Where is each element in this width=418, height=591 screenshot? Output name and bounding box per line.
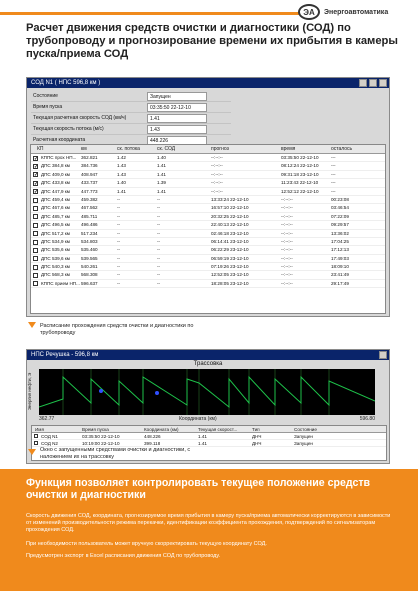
table-cell: 1.43 <box>117 163 126 169</box>
table-cell: 13:36:02 <box>331 230 349 236</box>
table-cell: --:--:-- <box>211 155 223 160</box>
table-cell: ДНЧ <box>252 434 262 439</box>
row-checkbox[interactable] <box>33 231 38 236</box>
feature-box <box>0 469 418 591</box>
table-cell: -- <box>157 280 161 286</box>
table-cell: 22:40:13 22-12-10 <box>211 222 249 228</box>
window-title: СОД N1 ( НПС 596,8 км ) <box>31 80 101 86</box>
table-row[interactable] <box>31 204 385 212</box>
table-cell: --:--:-- <box>281 213 293 219</box>
row-checkbox[interactable]: ✓ <box>34 155 39 162</box>
table-row[interactable] <box>31 162 385 170</box>
table-cell: --:--:-- <box>211 188 223 194</box>
column-header[interactable]: осталось <box>331 146 353 152</box>
table-row[interactable] <box>31 271 385 279</box>
table-cell: 1.41 <box>157 163 166 169</box>
table-row[interactable] <box>31 246 385 254</box>
table-cell: КППС прох НП... <box>41 155 77 160</box>
table-cell: --:--:-- <box>281 280 293 286</box>
table-cell: 11:23:43 22-12-10 <box>281 180 319 186</box>
table-cell: 18:09:10 <box>331 264 349 270</box>
column-header[interactable]: Время пуска <box>82 427 109 432</box>
table-cell: 447.773 <box>81 188 98 194</box>
row-checkbox[interactable] <box>33 256 38 261</box>
column-header[interactable]: Текущая скорост... <box>198 427 238 432</box>
brand-name: Энергоавтоматика <box>324 9 389 16</box>
table-cell: 13:33:24 22-12-10 <box>211 196 249 202</box>
x-axis-min: 362.77 <box>39 416 55 422</box>
table-cell: --- <box>331 171 336 177</box>
trace-svg <box>39 369 375 415</box>
table-cell: -- <box>157 196 161 202</box>
table-cell: -- <box>157 272 161 278</box>
sod-n1-marker <box>155 391 159 395</box>
feature-text-2: При необходимости пользователь может вручную скорректировать текущую координату СОД. <box>26 541 267 547</box>
table-row[interactable] <box>32 440 386 447</box>
table-cell: -- <box>117 247 121 253</box>
table-cell: ДПС 517,2 км <box>41 230 70 236</box>
info-value[interactable]: Запущен <box>147 92 207 101</box>
row-checkbox[interactable] <box>34 434 38 438</box>
table-cell: ДПС 459,4 км <box>41 196 70 202</box>
table-cell: -- <box>117 230 121 236</box>
table-cell: 362.821 <box>81 155 98 160</box>
table-cell: -- <box>117 264 121 270</box>
table-cell: ДПС 485,7 км <box>41 213 70 219</box>
table-cell: 03:35:50 22-12-10 <box>82 434 120 439</box>
table-cell: 10:19:00 22-12-10 <box>82 441 120 446</box>
feature-text-3: Предусмотрен экспорт в Excel расписания движения СОД по трубопроводу. <box>26 553 221 559</box>
info-value[interactable]: 448.226 <box>147 136 207 145</box>
table-cell: -- <box>157 205 161 211</box>
info-label: Текущая расчетная скорость СОД (км/ч) <box>33 115 127 121</box>
table-cell: 496.486 <box>81 222 98 228</box>
row-checkbox[interactable] <box>33 206 38 211</box>
table-cell: -- <box>117 222 121 228</box>
table-cell: --:--:-- <box>211 180 223 186</box>
table-cell: --:--:-- <box>281 230 293 236</box>
table-cell: ДПС 384,8 км <box>41 163 70 169</box>
info-label: Текущая скорость потока (м/с) <box>33 126 104 132</box>
window-title: НПС Речушка - 596,8 км <box>31 352 99 358</box>
table-cell: 1.40 <box>117 180 126 186</box>
table-cell: --- <box>331 180 336 186</box>
info-row <box>31 124 231 135</box>
row-checkbox[interactable] <box>33 198 38 203</box>
row-checkbox[interactable] <box>34 441 38 445</box>
table-cell: 08:12:24 22-12-10 <box>281 163 319 169</box>
table-cell: --:--:-- <box>281 205 293 211</box>
table-cell: 06:22:29 23-12-10 <box>211 247 249 253</box>
table-cell: 1.42 <box>117 155 126 160</box>
table-cell: -- <box>117 196 121 202</box>
table-cell: ДПС 447,9 км <box>41 188 70 194</box>
column-header[interactable]: Имя <box>35 427 44 432</box>
table-cell: 408.947 <box>81 171 98 177</box>
table-cell: -- <box>157 222 161 228</box>
table-cell: --:--:-- <box>281 264 293 270</box>
table-cell: 23:41:49 <box>331 272 349 278</box>
table-cell: 00:23:08 <box>331 196 349 202</box>
table-cell: ДПС 409,0 км <box>41 171 70 177</box>
caption-arrow <box>28 449 36 455</box>
table-cell: 384.736 <box>81 163 98 169</box>
info-value[interactable]: 1.43 <box>147 125 207 134</box>
table-cell: 16:57:10 22-12-10 <box>211 205 249 211</box>
row-checkbox[interactable]: ✓ <box>34 172 39 179</box>
column-header[interactable]: КП <box>37 146 44 152</box>
info-row <box>31 113 231 124</box>
table-cell: -- <box>157 238 161 244</box>
table-cell: --:--:-- <box>281 272 293 278</box>
table-cell: --:--:-- <box>211 171 223 177</box>
table-cell: 596.637 <box>81 280 98 286</box>
column-header[interactable]: Состояние <box>294 427 317 432</box>
table-cell: 535.460 <box>81 247 98 253</box>
row-checkbox[interactable] <box>33 240 38 245</box>
table-cell: 03:35:50 22-12-10 <box>281 155 319 160</box>
table-cell: 17:04:25 <box>331 238 349 244</box>
table-cell: 1.40 <box>157 155 166 160</box>
table-cell: 06:59:19 23-12-10 <box>211 255 249 261</box>
header-bar <box>0 0 418 22</box>
info-value[interactable]: 1.41 <box>147 114 207 123</box>
table-cell: 1.43 <box>117 171 126 177</box>
table-cell: --- <box>331 155 336 160</box>
table-row[interactable] <box>31 154 385 162</box>
table-row[interactable] <box>31 238 385 246</box>
table-cell: -- <box>117 238 121 244</box>
row-checkbox[interactable]: ✓ <box>34 189 39 196</box>
table-cell: ДПС 540,3 км <box>41 264 70 270</box>
table-cell: --:--:-- <box>281 255 293 261</box>
row-checkbox[interactable] <box>33 223 38 228</box>
table-row[interactable] <box>31 171 385 179</box>
table-cell: -- <box>117 205 121 211</box>
table-cell: 07:19:26 23-12-10 <box>211 264 249 270</box>
table-cell: -- <box>157 247 161 253</box>
table-row[interactable] <box>31 263 385 271</box>
close-button[interactable] <box>379 351 387 359</box>
table-cell: -- <box>157 255 161 261</box>
table-cell: 568.308 <box>81 272 98 278</box>
table-cell: 12:52:12 22-12-10 <box>281 188 319 194</box>
info-label: Расчетная координата <box>33 137 86 143</box>
table-cell: 20:32:25 22-12-10 <box>211 213 249 219</box>
table-row[interactable] <box>32 433 386 440</box>
page-title: Расчет движения средств очистки и диагностики (СОД) по трубопроводу и прогнозирование времени их прибытия в камеры пуска/приема СОД <box>26 22 398 60</box>
x-axis-label: Координата (км) <box>179 416 217 422</box>
x-axis <box>39 416 375 423</box>
column-header[interactable]: ск. потока <box>117 146 140 152</box>
table-row[interactable] <box>31 188 385 196</box>
table-header <box>32 426 386 433</box>
table-row[interactable] <box>31 221 385 229</box>
table-cell: 02:46:18 23-12-10 <box>211 230 249 236</box>
info-row <box>31 102 231 113</box>
table-cell: СОД N1 <box>41 434 58 439</box>
chart-title: Трассовка <box>193 361 223 367</box>
info-row <box>31 91 231 102</box>
table-cell: ДПС 467,6 км <box>41 205 70 211</box>
table-cell: --- <box>331 188 336 194</box>
window-titlebar[interactable] <box>27 78 389 88</box>
column-header[interactable]: ск. СОД <box>157 146 176 152</box>
table-cell: 29:17:49 <box>331 280 349 286</box>
company-logo: ЭА <box>298 4 320 20</box>
column-header[interactable]: Координата (км) <box>144 427 179 432</box>
table-cell: -- <box>117 213 121 219</box>
info-label: Время пуска <box>33 104 63 110</box>
row-checkbox[interactable] <box>33 281 38 286</box>
table-cell: 539.565 <box>81 255 98 261</box>
row-checkbox[interactable]: ✓ <box>34 180 39 187</box>
table-cell: ДПС 535,6 км <box>41 247 70 253</box>
info-label: Состояние <box>33 93 58 99</box>
table-cell: 517.234 <box>81 230 98 236</box>
sod-schedule-window <box>26 77 390 317</box>
table-cell: 1.41 <box>157 171 166 177</box>
feature-text-1: Скорость движения СОД, координата, прогнозируемое время прибытия в камеру пуска/приема автоматически корректируются в зависимости от изменений производительности режима перекачки, идентификации коэффициента прохождения, подтверждений по сигнализаторам прохождения СОД. <box>26 513 391 533</box>
table-cell: --:--:-- <box>281 222 293 228</box>
table-cell: 09:31:18 23-12-10 <box>281 171 319 177</box>
row-checkbox[interactable]: ✓ <box>34 163 39 170</box>
column-header[interactable]: время <box>281 146 296 152</box>
table-cell: ДПС 433,8 км <box>41 180 70 186</box>
table-row[interactable] <box>31 179 385 187</box>
minimize-button[interactable] <box>359 79 367 87</box>
table-cell: 1.41 <box>157 188 166 194</box>
table-cell: ДПС 496,5 км <box>41 222 70 228</box>
sod-info-panel <box>31 91 231 146</box>
table-cell: 1.39 <box>157 180 166 186</box>
column-header[interactable]: км <box>81 146 87 152</box>
caption-arrow <box>28 322 36 328</box>
table-cell: Запущен <box>294 441 313 446</box>
table-row[interactable] <box>31 255 385 263</box>
chart-ylabel: Энергия нефти, Э <box>27 372 33 411</box>
table-cell: 459.382 <box>81 196 98 202</box>
table-cell: 03:46:54 <box>331 205 349 211</box>
table-cell: 17:12:13 <box>331 247 349 253</box>
table-cell: --:--:-- <box>281 238 293 244</box>
info-value[interactable]: 03:35:50 22-12-10 <box>147 103 207 112</box>
maximize-button[interactable] <box>369 79 377 87</box>
table-cell: 1.41 <box>198 441 207 446</box>
row-checkbox[interactable] <box>33 248 38 253</box>
table-cell: --:--:-- <box>281 247 293 253</box>
table-cell: СОД N2 <box>41 441 58 446</box>
table-cell: ДПС 568,3 км <box>41 272 70 278</box>
table-cell: -- <box>117 280 121 286</box>
table-cell: 07:22:09 <box>331 213 349 219</box>
feature-headline: Функция позволяет контролировать текущее положение средств очистки и диагностики <box>26 477 371 501</box>
table-cell: ДНЧ <box>252 441 262 446</box>
row-checkbox[interactable] <box>33 265 38 270</box>
table-cell: КППС прием НП... <box>41 280 80 286</box>
table-cell: --:--:-- <box>211 163 223 169</box>
table-cell: 17:49:03 <box>331 255 349 261</box>
table-cell: 467.562 <box>81 205 98 211</box>
accent-rule <box>0 12 300 15</box>
table-cell: 485.711 <box>81 213 98 219</box>
schedule-table <box>30 144 386 314</box>
table-cell: 06:14:41 23-12-10 <box>211 238 249 244</box>
table-cell: Запущен <box>294 434 313 439</box>
table-header <box>31 145 385 154</box>
table-cell: 1.41 <box>198 434 207 439</box>
trace-line <box>39 377 375 407</box>
table-cell: 540.261 <box>81 264 98 270</box>
table-cell: 09:29:57 <box>331 222 349 228</box>
table-cell: 448.226 <box>144 434 161 439</box>
table-cell: -- <box>157 213 161 219</box>
table-cell: ДПС 534,9 км <box>41 238 70 244</box>
table-cell: --- <box>331 163 336 169</box>
table-cell: -- <box>157 230 161 236</box>
row-checkbox[interactable] <box>33 273 38 278</box>
table-cell: -- <box>117 272 121 278</box>
table-row[interactable] <box>31 280 385 288</box>
table-cell: 18:28:05 23-12-10 <box>211 280 249 286</box>
table-cell: 399.118 <box>144 441 161 446</box>
trace-chart[interactable] <box>39 369 375 415</box>
table-cell: 1.41 <box>117 188 126 194</box>
table-cell: 534.803 <box>81 238 98 244</box>
close-button[interactable] <box>379 79 387 87</box>
table-cell: ДПС 539,6 км <box>41 255 70 261</box>
column-header[interactable]: прогноз <box>211 146 229 152</box>
column-header[interactable]: Тип <box>252 427 260 432</box>
window-titlebar[interactable] <box>27 350 389 360</box>
x-axis-max: 596.80 <box>359 416 375 422</box>
table-row[interactable] <box>31 230 385 238</box>
row-checkbox[interactable] <box>33 214 38 219</box>
table-cell: -- <box>157 264 161 270</box>
table-row[interactable] <box>31 196 385 204</box>
table-cell: 433.737 <box>81 180 98 186</box>
table-cell: 12:52:05 23-12-10 <box>211 272 249 278</box>
table-row[interactable] <box>31 213 385 221</box>
caption-trace: Окно с запущенными средствами очистки и диагностики, с наложением их на трассовку <box>40 447 191 460</box>
table-cell: --:--:-- <box>281 196 293 202</box>
caption-schedule: Расписание прохождения средств очистки и диагностики по трубопроводу <box>40 323 194 336</box>
table-cell: -- <box>117 255 121 261</box>
sod-n2-marker <box>99 389 103 393</box>
